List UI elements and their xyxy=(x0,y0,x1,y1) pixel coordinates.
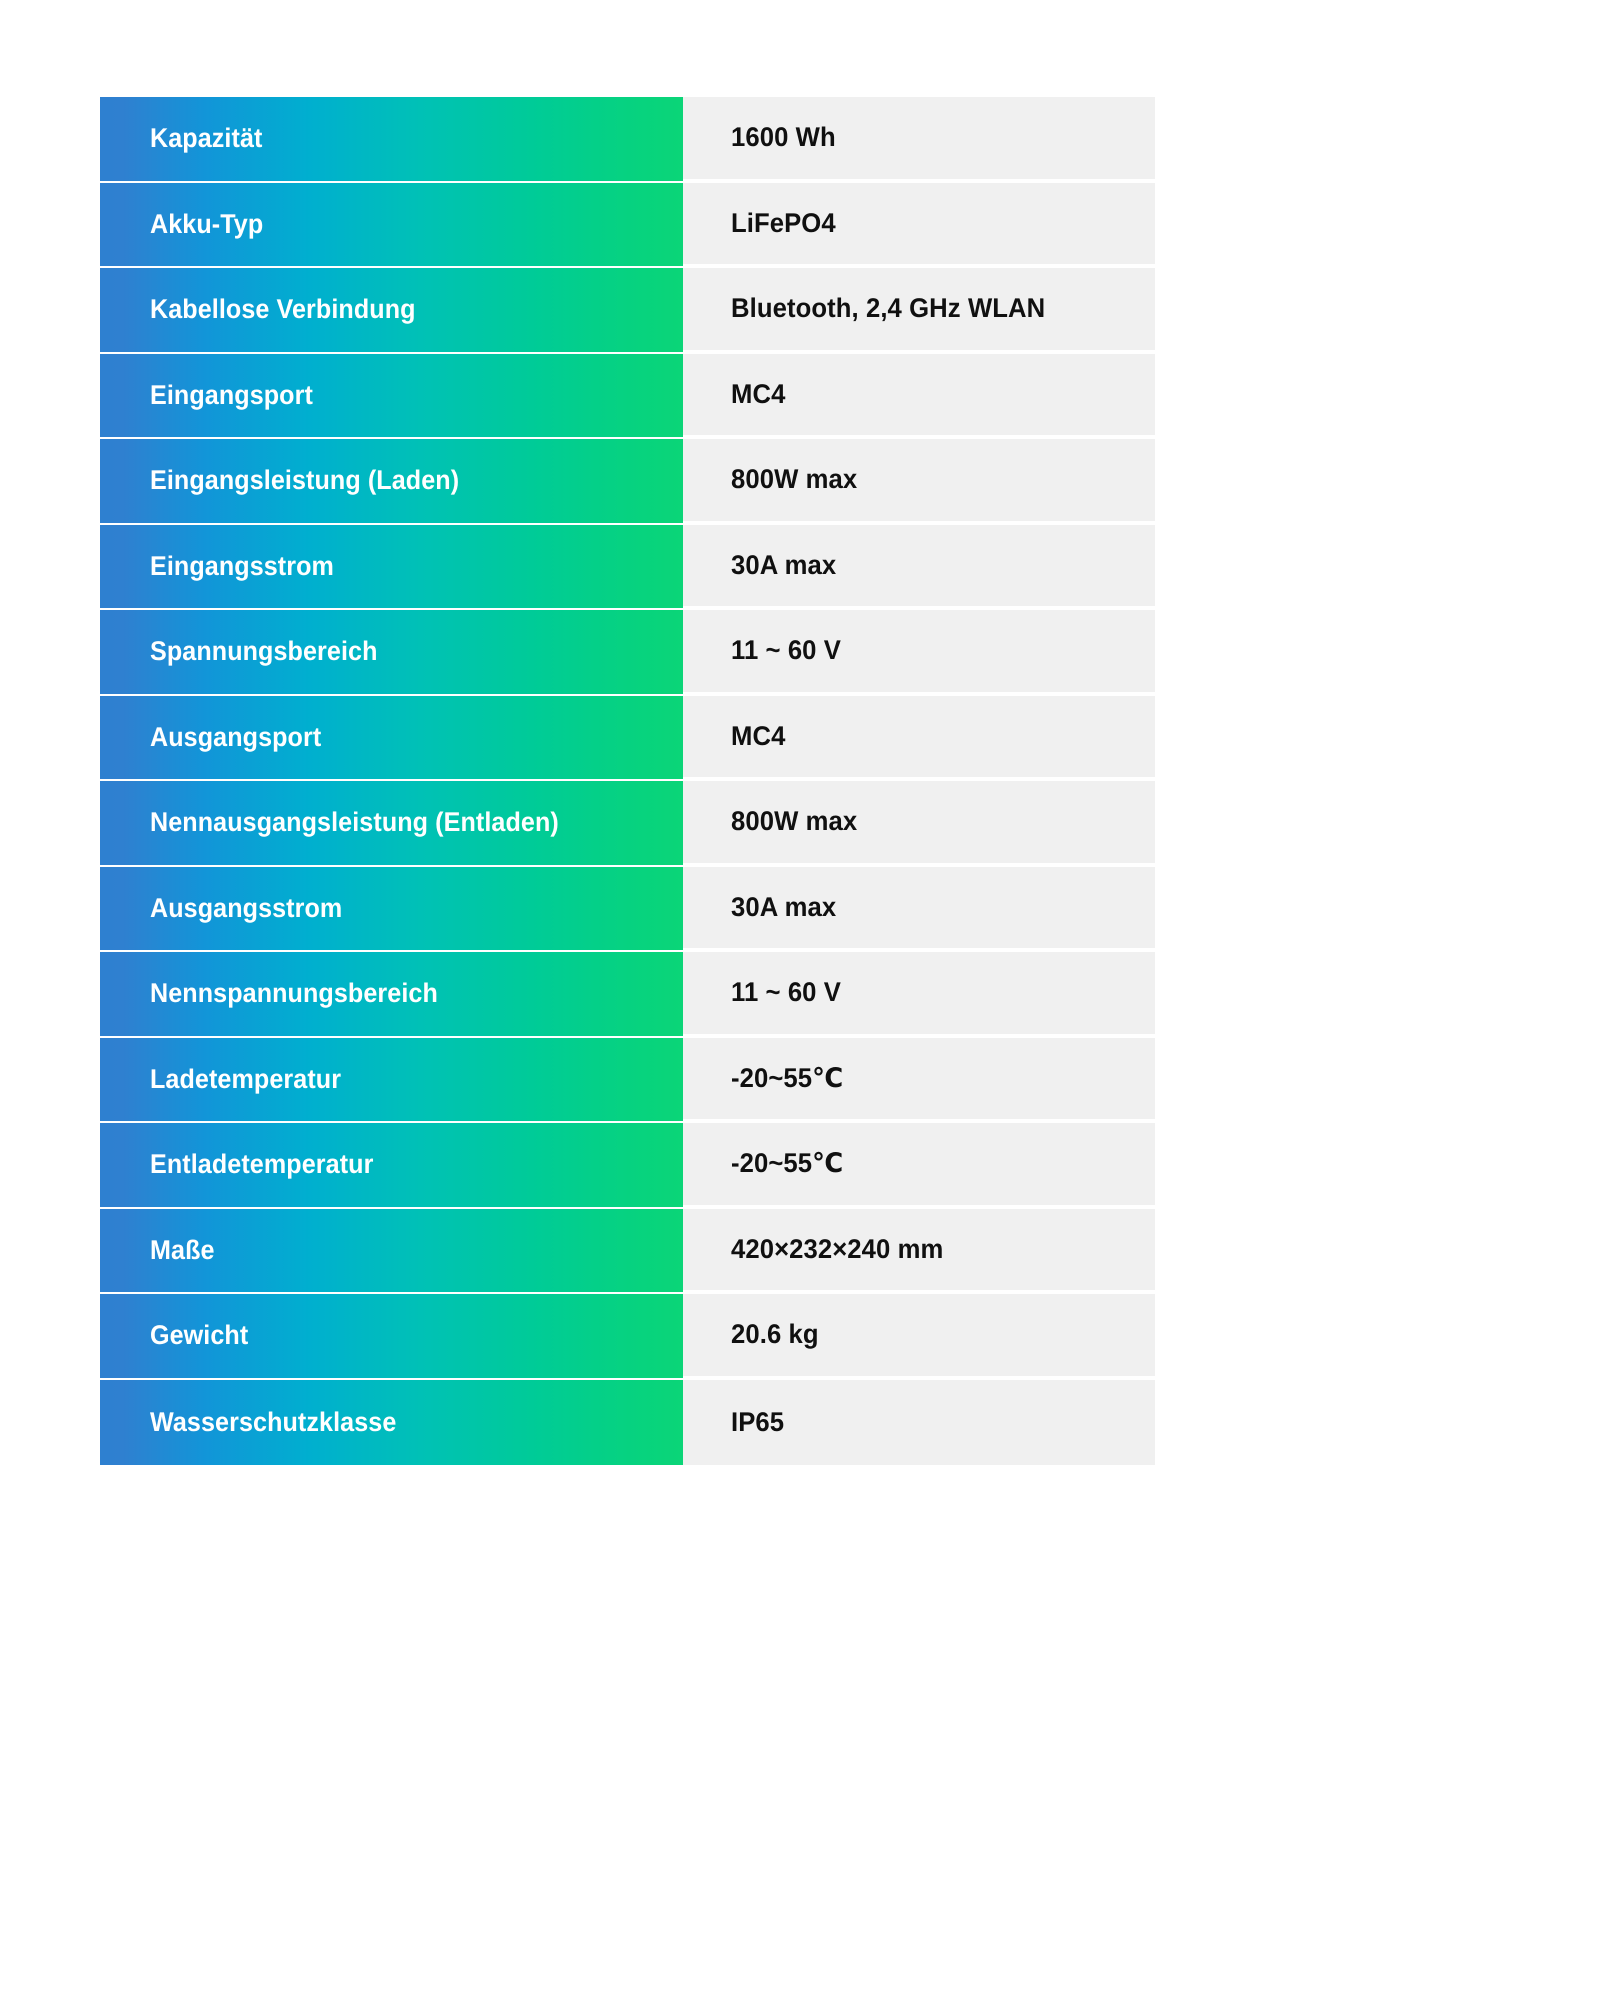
spec-label-cell xyxy=(100,1294,683,1378)
spec-value-cell xyxy=(683,610,1155,694)
table-row xyxy=(100,1123,1155,1209)
spec-value-cell xyxy=(683,1038,1155,1122)
spec-value-cell xyxy=(683,354,1155,438)
spec-label-text: Gewicht xyxy=(150,1320,249,1351)
spec-value-cell xyxy=(683,439,1155,523)
spec-value-text: MC4 xyxy=(731,720,786,751)
table-row xyxy=(100,525,1155,611)
table-row xyxy=(100,183,1155,269)
spec-label-text: Eingangsport xyxy=(150,379,313,410)
spec-value-text: 420×232×240 mm xyxy=(731,1233,944,1264)
specification-table xyxy=(100,97,1155,1465)
spec-value-cell xyxy=(683,1123,1155,1207)
spec-label-text: Entladetemperatur xyxy=(150,1149,374,1180)
spec-value-text: 800W max xyxy=(731,806,858,837)
spec-value-text: 30A max xyxy=(731,891,837,922)
spec-value-text: IP65 xyxy=(731,1406,785,1437)
spec-label-cell xyxy=(100,354,683,438)
spec-label-cell xyxy=(100,781,683,865)
spec-value-cell xyxy=(683,525,1155,609)
table-row xyxy=(100,952,1155,1038)
spec-label-text: Nennspannungsbereich xyxy=(150,978,438,1009)
spec-value-cell xyxy=(683,1380,1155,1466)
spec-label-text: Akku-Typ xyxy=(150,208,264,239)
spec-label-cell xyxy=(100,1209,683,1293)
spec-value-cell xyxy=(683,183,1155,267)
spec-value-text: 20.6 kg xyxy=(731,1319,819,1350)
spec-value-cell xyxy=(683,867,1155,951)
spec-label-cell xyxy=(100,610,683,694)
spec-value-text: 11 ~ 60 V xyxy=(731,635,841,666)
spec-label-text: Wasserschutzklasse xyxy=(150,1406,397,1437)
spec-label-cell xyxy=(100,1123,683,1207)
table-row xyxy=(100,1038,1155,1124)
table-row xyxy=(100,1294,1155,1380)
spec-label-cell xyxy=(100,439,683,523)
spec-value-text: LiFePO4 xyxy=(731,207,836,238)
spec-value-text: MC4 xyxy=(731,378,786,409)
table-row xyxy=(100,1380,1155,1466)
table-row xyxy=(100,781,1155,867)
spec-value-cell xyxy=(683,1294,1155,1378)
table-row xyxy=(100,354,1155,440)
table-row xyxy=(100,268,1155,354)
table-row xyxy=(100,696,1155,782)
spec-label-text: Eingangsleistung (Laden) xyxy=(150,465,460,496)
spec-label-cell xyxy=(100,1038,683,1122)
spec-value-cell xyxy=(683,781,1155,865)
spec-label-text: Ausgangsstrom xyxy=(150,892,343,923)
spec-value-text: -20~55℃ xyxy=(731,1062,844,1093)
spec-value-cell xyxy=(683,952,1155,1036)
spec-label-cell xyxy=(100,183,683,267)
spec-value-text: 11 ~ 60 V xyxy=(731,977,841,1008)
spec-label-cell xyxy=(100,268,683,352)
spec-label-text: Maße xyxy=(150,1234,215,1265)
spec-value-cell xyxy=(683,696,1155,780)
spec-value-text: -20~55℃ xyxy=(731,1148,844,1179)
spec-label-cell xyxy=(100,525,683,609)
spec-label-cell xyxy=(100,867,683,951)
spec-value-cell xyxy=(683,97,1155,181)
spec-value-text: 1600 Wh xyxy=(731,122,836,153)
spec-label-text: Spannungsbereich xyxy=(150,636,378,667)
table-row xyxy=(100,439,1155,525)
spec-label-cell xyxy=(100,1380,683,1466)
spec-value-text: Bluetooth, 2,4 GHz WLAN xyxy=(731,293,1046,324)
spec-label-text: Ladetemperatur xyxy=(150,1063,342,1094)
table-row xyxy=(100,1209,1155,1295)
spec-value-text: 30A max xyxy=(731,549,837,580)
table-row xyxy=(100,867,1155,953)
spec-label-text: Kabellose Verbindung xyxy=(150,294,416,325)
spec-label-cell xyxy=(100,696,683,780)
spec-value-cell xyxy=(683,268,1155,352)
spec-label-cell xyxy=(100,952,683,1036)
table-row xyxy=(100,97,1155,183)
spec-label-text: Ausgangsport xyxy=(150,721,322,752)
spec-value-text: 800W max xyxy=(731,464,858,495)
table-row xyxy=(100,610,1155,696)
spec-label-text: Eingangsstrom xyxy=(150,550,334,581)
spec-label-cell xyxy=(100,97,683,181)
spec-label-text: Nennausgangsleistung (Entladen) xyxy=(150,807,559,838)
spec-label-text: Kapazität xyxy=(150,123,263,154)
spec-value-cell xyxy=(683,1209,1155,1293)
